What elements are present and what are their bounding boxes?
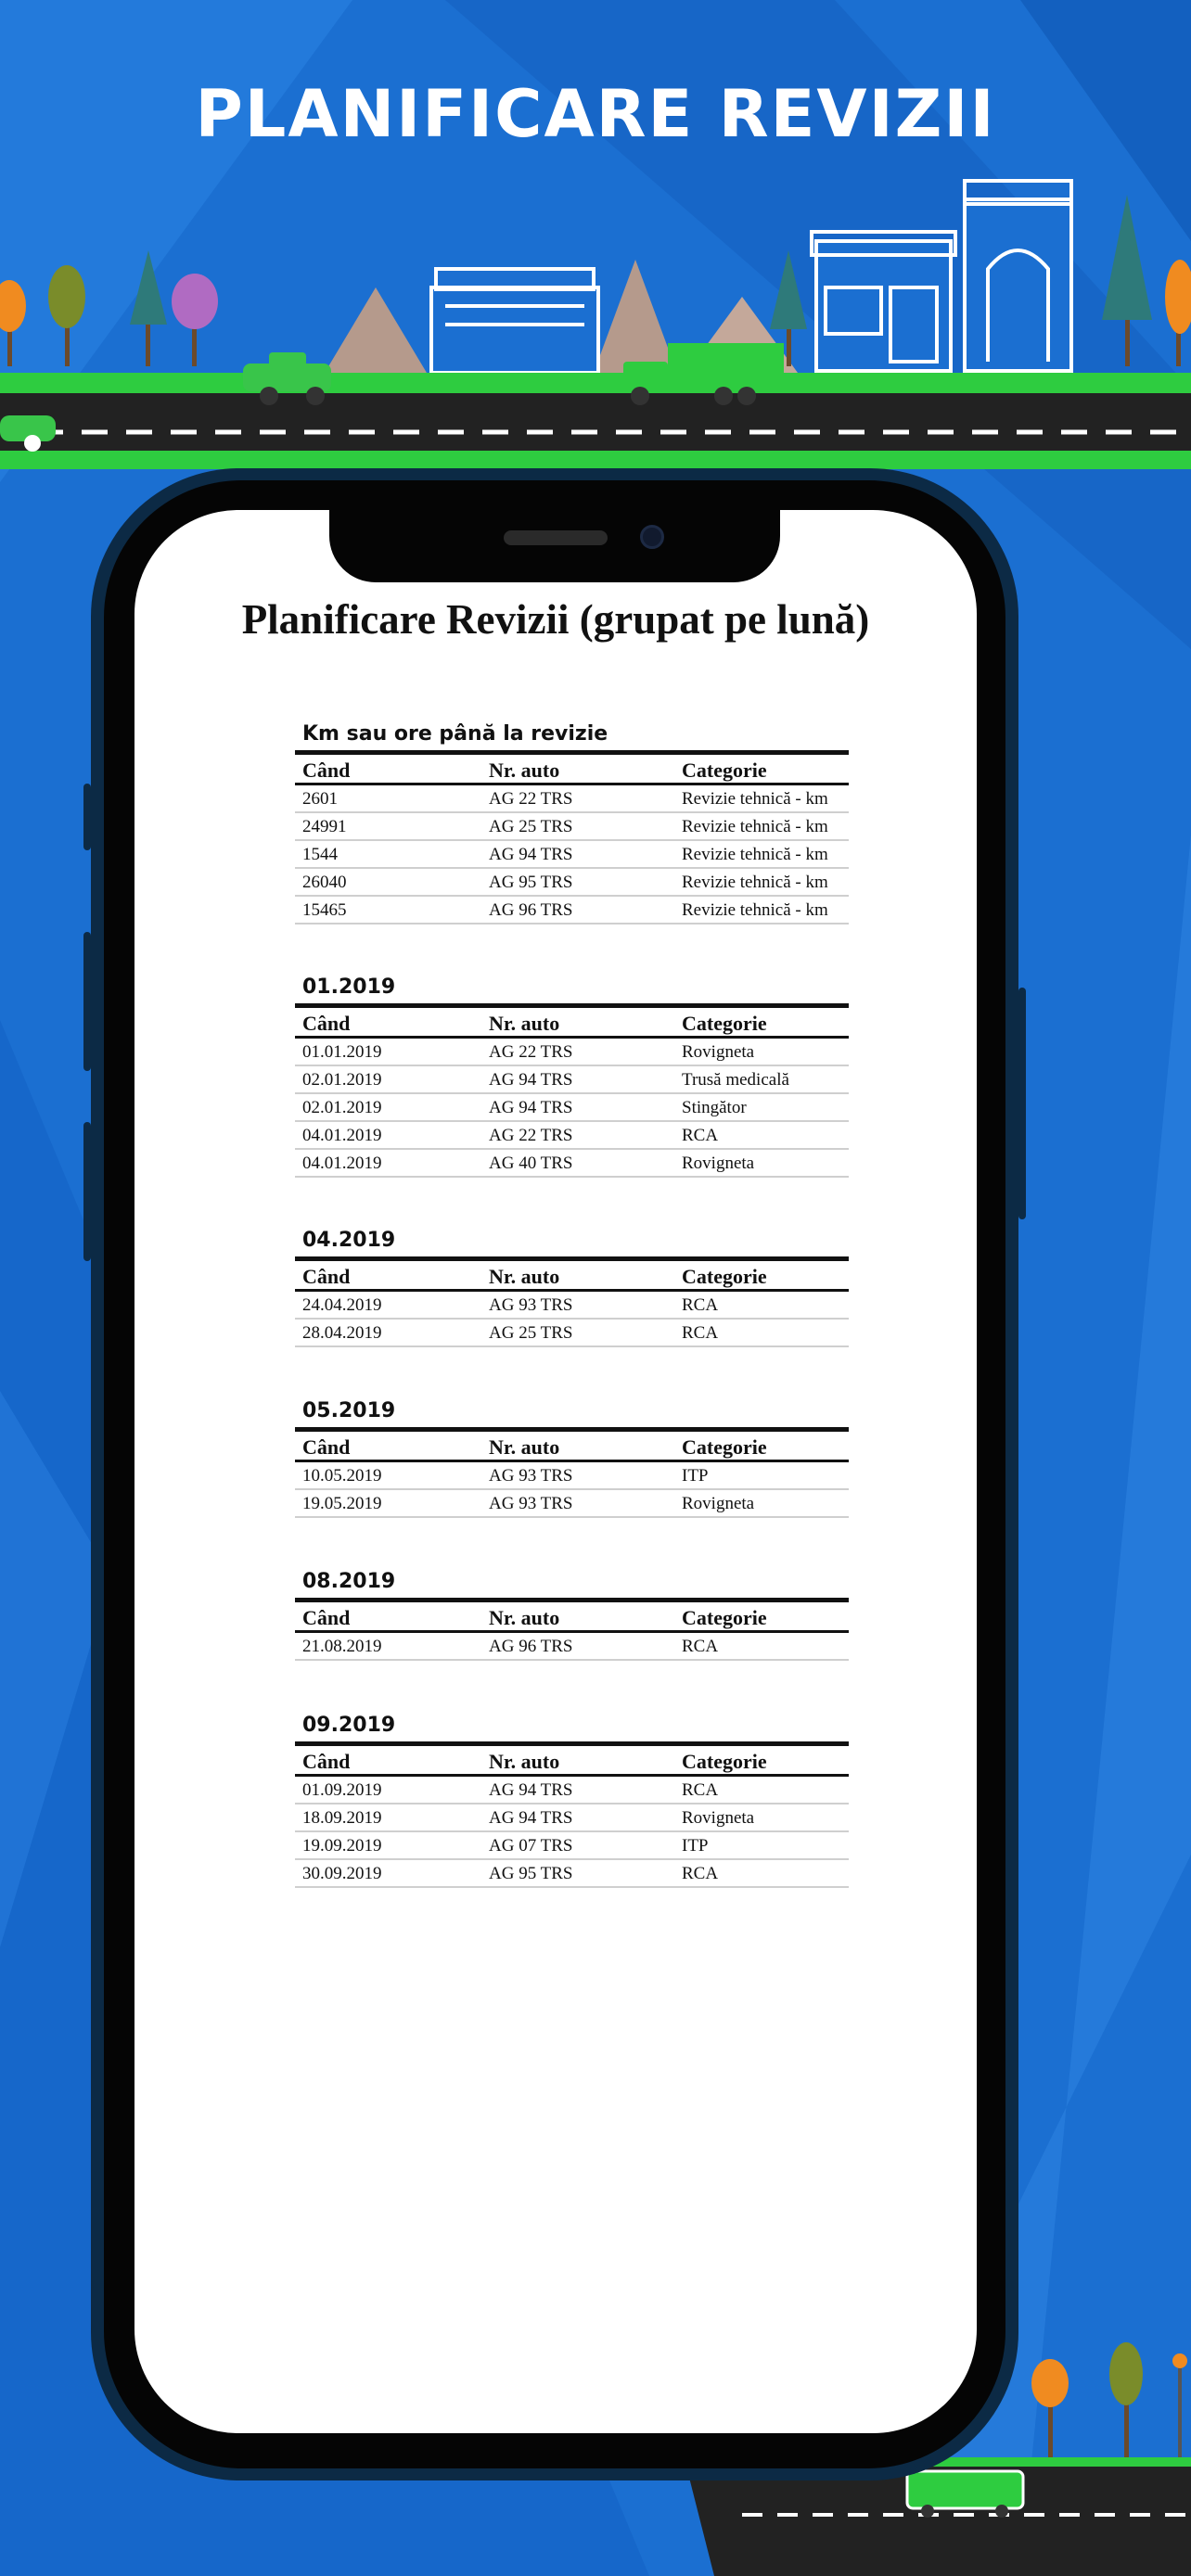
report-section <box>295 972 849 1178</box>
table-row <box>295 784 849 813</box>
table-cell: Rovigneta <box>674 1149 849 1177</box>
column-header: Când <box>295 1432 481 1461</box>
volume-up-button <box>83 932 91 1071</box>
table-row <box>295 840 849 868</box>
table-cell: 04.01.2019 <box>295 1121 481 1149</box>
table-row <box>295 1093 849 1121</box>
table-cell: 24991 <box>295 812 481 840</box>
table-row <box>295 868 849 896</box>
table-header-row <box>295 1261 849 1291</box>
table-cell: AG 93 TRS <box>481 1461 674 1490</box>
table-cell: AG 94 TRS <box>481 1065 674 1093</box>
column-header: Nr. auto <box>481 1261 674 1291</box>
table-cell: AG 22 TRS <box>481 1038 674 1066</box>
column-header: Când <box>295 1746 481 1776</box>
table-cell: 19.09.2019 <box>295 1831 481 1859</box>
table-cell: 19.05.2019 <box>295 1489 481 1517</box>
table-cell: 21.08.2019 <box>295 1632 481 1661</box>
table-cell: RCA <box>674 1121 849 1149</box>
table-cell: Revizie tehnică - km <box>674 868 849 896</box>
table-row <box>295 896 849 924</box>
table-cell: Rovigneta <box>674 1804 849 1831</box>
table-cell: 01.01.2019 <box>295 1038 481 1066</box>
table-row <box>295 1319 849 1346</box>
table-cell: Rovigneta <box>674 1038 849 1066</box>
table-cell: 30.09.2019 <box>295 1859 481 1887</box>
table-cell: Revizie tehnică - km <box>674 840 849 868</box>
table-cell: AG 93 TRS <box>481 1291 674 1320</box>
street-scene-illustration <box>0 167 1191 501</box>
report-table <box>295 1432 849 1518</box>
table-cell: RCA <box>674 1632 849 1661</box>
column-header: Nr. auto <box>481 1602 674 1632</box>
section-heading: 09.2019 <box>295 1710 849 1746</box>
table-cell: AG 22 TRS <box>481 784 674 813</box>
table-cell: AG 40 TRS <box>481 1149 674 1177</box>
column-header: Când <box>295 1261 481 1291</box>
column-header: Nr. auto <box>481 1008 674 1038</box>
section-heading: 05.2019 <box>295 1396 849 1432</box>
column-header: Când <box>295 1008 481 1038</box>
table-cell: Stingător <box>674 1093 849 1121</box>
column-header: Când <box>295 1602 481 1632</box>
column-header: Categorie <box>674 1746 849 1776</box>
table-cell: Trusă medicală <box>674 1065 849 1093</box>
table-header-row <box>295 1432 849 1461</box>
table-row <box>295 1149 849 1177</box>
table-cell: RCA <box>674 1859 849 1887</box>
banner-title: PLANIFICARE REVIZII <box>195 76 996 152</box>
table-cell: AG 25 TRS <box>481 812 674 840</box>
table-cell: 04.01.2019 <box>295 1149 481 1177</box>
tree-icon <box>1031 2342 1187 2457</box>
table-row <box>295 1121 849 1149</box>
table-cell: RCA <box>674 1291 849 1320</box>
section-heading: Km sau ore până la revizie <box>295 719 849 755</box>
volume-down-button <box>83 1122 91 1261</box>
table-cell: ITP <box>674 1831 849 1859</box>
table-cell: Rovigneta <box>674 1489 849 1517</box>
power-button <box>1018 988 1026 1219</box>
table-row <box>295 1489 849 1517</box>
report-table <box>295 755 849 925</box>
column-header: Nr. auto <box>481 1746 674 1776</box>
table-row <box>295 1291 849 1320</box>
table-row <box>295 1831 849 1859</box>
table-row <box>295 1461 849 1490</box>
report-table <box>295 1746 849 1888</box>
table-cell: 15465 <box>295 896 481 924</box>
table-cell: ITP <box>674 1461 849 1490</box>
table-cell: AG 94 TRS <box>481 840 674 868</box>
section-heading: 01.2019 <box>295 972 849 1008</box>
table-cell: 2601 <box>295 784 481 813</box>
table-row <box>295 1038 849 1066</box>
table-cell: 28.04.2019 <box>295 1319 481 1346</box>
report-section <box>295 719 849 925</box>
speaker-grille <box>504 530 608 545</box>
table-row <box>295 1776 849 1804</box>
table-cell: Revizie tehnică - km <box>674 896 849 924</box>
report-section <box>295 1566 849 1661</box>
table-cell: AG 94 TRS <box>481 1776 674 1804</box>
table-cell: AG 94 TRS <box>481 1093 674 1121</box>
table-row <box>295 812 849 840</box>
table-header-row <box>295 755 849 784</box>
column-header: Nr. auto <box>481 1432 674 1461</box>
report-table <box>295 1602 849 1661</box>
table-cell: 26040 <box>295 868 481 896</box>
table-cell: 02.01.2019 <box>295 1065 481 1093</box>
report-section <box>295 1396 849 1518</box>
report-section <box>295 1225 849 1347</box>
report-table <box>295 1261 849 1347</box>
report-title: Planificare Revizii (grupat pe lună) <box>241 596 870 643</box>
table-header-row <box>295 1008 849 1038</box>
column-header: Când <box>295 755 481 784</box>
table-cell: AG 07 TRS <box>481 1831 674 1859</box>
table-cell: AG 95 TRS <box>481 868 674 896</box>
side-button <box>83 784 91 850</box>
table-header-row <box>295 1746 849 1776</box>
report-section <box>295 1710 849 1888</box>
table-cell: Revizie tehnică - km <box>674 784 849 813</box>
column-header: Categorie <box>674 755 849 784</box>
table-header-row <box>295 1602 849 1632</box>
table-row <box>295 1859 849 1887</box>
table-cell: AG 22 TRS <box>481 1121 674 1149</box>
table-row <box>295 1632 849 1661</box>
table-cell: RCA <box>674 1776 849 1804</box>
table-cell: 18.09.2019 <box>295 1804 481 1831</box>
table-cell: RCA <box>674 1319 849 1346</box>
section-heading: 04.2019 <box>295 1225 849 1261</box>
column-header: Categorie <box>674 1008 849 1038</box>
table-cell: 1544 <box>295 840 481 868</box>
table-cell: AG 96 TRS <box>481 896 674 924</box>
report-table <box>295 1008 849 1178</box>
table-cell: 01.09.2019 <box>295 1776 481 1804</box>
table-cell: 02.01.2019 <box>295 1093 481 1121</box>
table-cell: 24.04.2019 <box>295 1291 481 1320</box>
table-cell: Revizie tehnică - km <box>674 812 849 840</box>
table-row <box>295 1804 849 1831</box>
column-header: Categorie <box>674 1432 849 1461</box>
column-header: Categorie <box>674 1261 849 1291</box>
table-cell: AG 25 TRS <box>481 1319 674 1346</box>
table-cell: AG 96 TRS <box>481 1632 674 1661</box>
table-cell: AG 94 TRS <box>481 1804 674 1831</box>
section-heading: 08.2019 <box>295 1566 849 1602</box>
phone-notch <box>329 508 780 582</box>
table-cell: AG 93 TRS <box>481 1489 674 1517</box>
table-cell: 10.05.2019 <box>295 1461 481 1490</box>
table-cell: AG 95 TRS <box>481 1859 674 1887</box>
column-header: Categorie <box>674 1602 849 1632</box>
column-header: Nr. auto <box>481 755 674 784</box>
front-camera-icon <box>640 525 664 549</box>
table-row <box>295 1065 849 1093</box>
